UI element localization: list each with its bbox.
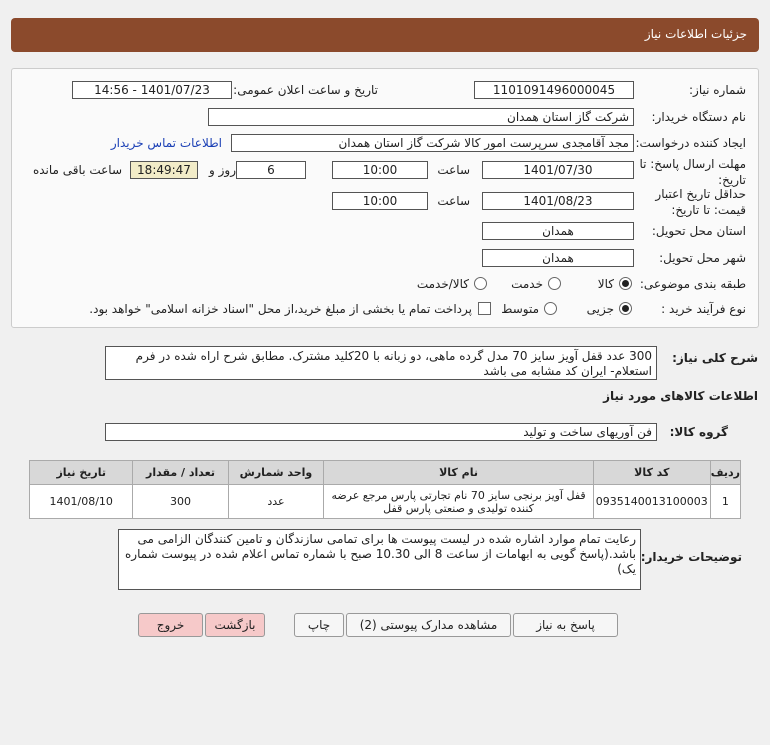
col-header-name: نام کالا — [324, 461, 593, 485]
process-label: نوع فرآیند خرید : — [661, 302, 746, 316]
category-radio-goods-service[interactable] — [474, 277, 487, 290]
validity-date-field: 1401/08/23 — [482, 192, 634, 210]
back-button[interactable]: بازگشت — [205, 613, 265, 637]
cell-row-no: 1 — [710, 485, 740, 519]
process-option-medium: متوسط — [501, 302, 539, 316]
category-option-service: خدمت — [511, 277, 543, 291]
page-header — [11, 18, 759, 52]
buyer-notes-text: رعایت تمام موارد اشاره شده در لیست پیوست ها برای تمامی سازندگان و تامین کنندگان الزامی می باشد.(پاسخ گویی به ابهامات از ساعت 8 الی 10.30 صبح با شماره تماس اعلام شده در پیوست شماره یک) — [118, 529, 641, 590]
col-header-date: تاریخ نیاز — [30, 461, 133, 485]
print-button[interactable]: چاپ — [294, 613, 344, 637]
col-header-unit: واحد شمارش — [228, 461, 324, 485]
category-radio-service[interactable] — [548, 277, 561, 290]
goods-section-title: اطلاعات کالاهای مورد نیاز — [603, 389, 758, 403]
category-option-goods: کالا — [597, 277, 614, 291]
city-field: همدان — [482, 249, 634, 267]
days-field: 6 — [236, 161, 306, 179]
province-label: استان محل تحویل: — [651, 224, 746, 238]
validity-label: حداقل تاریخ اعتبار — [655, 187, 746, 201]
summary-label: شرح کلی نیاز: — [672, 351, 758, 365]
remaining-time-field: 18:49:47 — [130, 161, 198, 179]
cell-unit: عدد — [228, 485, 324, 519]
deadline-date-field: 1401/07/30 — [482, 161, 634, 179]
summary-text: 300 عدد قفل آویز سایز 70 مدل گرده ماهی، دو زبانه با 20کلید مشترک. مطابق شرح اراه شده در فرم استعلام- ایران کد مشابه می باشد — [105, 346, 657, 380]
exit-button[interactable]: خروج — [138, 613, 203, 637]
cell-date: 1401/08/10 — [30, 485, 133, 519]
buyer-notes-label: توضیحات خریدار: — [640, 550, 742, 564]
deadline-label: مهلت ارسال پاسخ: تا — [639, 157, 746, 171]
cell-code: 0935140013100003 — [593, 485, 710, 519]
col-header-code: کد کالا — [593, 461, 710, 485]
need-number-label: شماره نیاز: — [689, 83, 746, 97]
category-label: طبقه بندی موضوعی: — [639, 277, 746, 291]
deadline-time-field: 10:00 — [332, 161, 428, 179]
need-details-panel — [11, 68, 759, 328]
process-radio-medium[interactable] — [544, 302, 557, 315]
page-title: جزئیات اطلاعات نیاز — [644, 27, 747, 41]
col-header-row-no: ردیف — [710, 461, 740, 485]
col-header-qty: تعداد / مقدار — [133, 461, 228, 485]
cell-name: قفل آویز برنجی سایز 70 نام تجارتی پارس مرجع عرضه کننده تولیدی و صنعتی پارس قفل — [324, 485, 593, 519]
treasury-payment-checkbox[interactable] — [478, 302, 491, 315]
deadline-label-2: تاریخ: — [718, 173, 746, 187]
validity-label-2: قیمت: تا تاریخ: — [671, 203, 746, 217]
days-label: روز و — [209, 163, 236, 177]
buyer-field: شرکت گاز استان همدان — [208, 108, 634, 126]
need-number-field: 1101091496000045 — [474, 81, 634, 99]
announce-field: 1401/07/23 - 14:56 — [72, 81, 232, 99]
creator-field: مجد آقامجدی سرپرست امور کالا شرکت گاز استان همدان — [231, 134, 634, 152]
table-header-row — [30, 461, 741, 485]
goods-group-field: فن آوریهای ساخت و تولید — [105, 423, 657, 441]
goods-table — [29, 460, 741, 519]
category-radio-goods[interactable] — [619, 277, 632, 290]
process-radio-minor[interactable] — [619, 302, 632, 315]
table-row — [30, 485, 741, 519]
creator-label: ایجاد کننده درخواست: — [635, 136, 746, 150]
treasury-payment-note: پرداخت تمام یا بخشی از مبلغ خرید،از محل "اسناد خزانه اسلامی" خواهد بود. — [89, 302, 472, 316]
goods-group-label: گروه کالا: — [669, 425, 728, 439]
announce-label: تاریخ و ساعت اعلان عمومی: — [233, 83, 378, 97]
view-attachments-button[interactable]: مشاهده مدارک پیوستی (2) — [346, 613, 511, 637]
validity-time-label: ساعت — [437, 194, 470, 208]
buyer-contact-link[interactable]: اطلاعات تماس خریدار — [110, 136, 222, 150]
city-label: شهر محل تحویل: — [659, 251, 746, 265]
remaining-label: ساعت باقی مانده — [32, 163, 122, 177]
category-option-goods-service: کالا/خدمت — [416, 277, 469, 291]
deadline-time-label: ساعت — [437, 163, 470, 177]
reply-button[interactable]: پاسخ به نیاز — [513, 613, 618, 637]
buyer-label: نام دستگاه خریدار: — [651, 110, 746, 124]
province-field: همدان — [482, 222, 634, 240]
cell-qty: 300 — [133, 485, 228, 519]
validity-time-field: 10:00 — [332, 192, 428, 210]
process-option-minor: جزیی — [586, 302, 614, 316]
